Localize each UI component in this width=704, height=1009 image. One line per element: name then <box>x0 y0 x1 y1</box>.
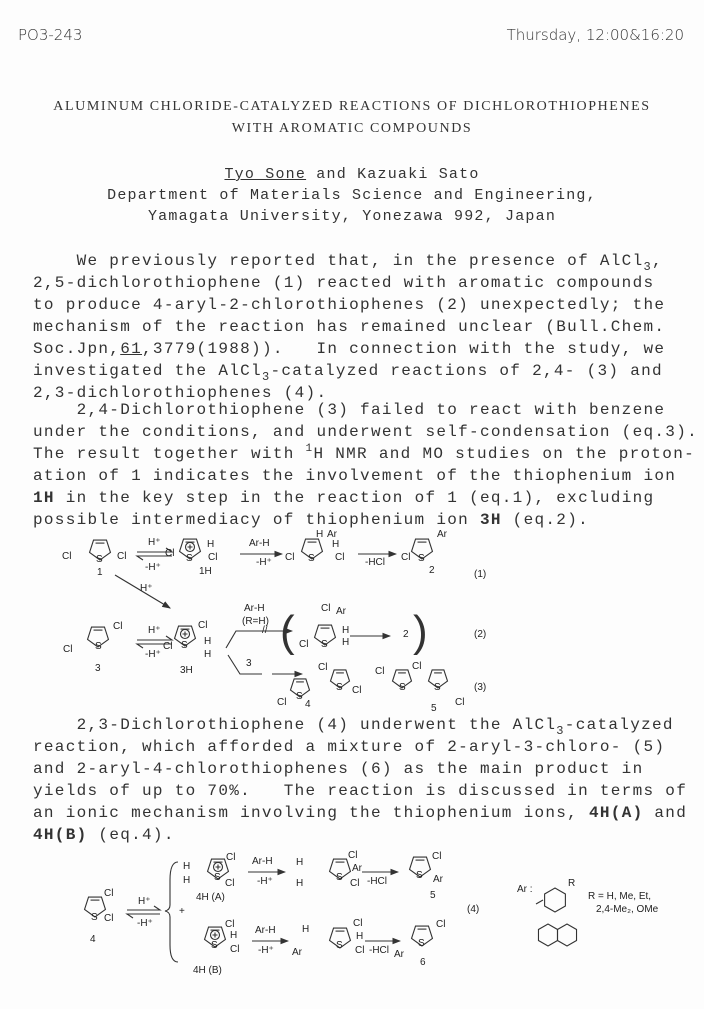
text-segment: (eq.2). <box>501 511 589 529</box>
scheme-label-s: S <box>296 691 303 702</box>
scheme-label-cl: Cl <box>318 662 328 673</box>
scheme-label-hatch: // <box>262 625 268 636</box>
scheme-2-group <box>85 857 577 962</box>
scheme-label-arh: Ar-H <box>255 925 276 936</box>
hexagon-ring <box>557 924 576 946</box>
scheme-label-s: S <box>186 553 193 564</box>
text-segment: and 2-aryl-4-chlorothiophenes (6) as the main product in <box>33 760 644 778</box>
scheme-label-cl: Cl <box>208 552 218 563</box>
scheme-label-n2: 2 <box>429 565 435 576</box>
scheme-label-cl: Cl <box>355 945 365 956</box>
scheme-label-mhplus: -H⁺ <box>145 562 161 573</box>
scheme-label-cl: Cl <box>62 551 72 562</box>
scheme-label-n3h: 3H <box>180 665 193 676</box>
scheme-label-cl: Cl <box>230 944 240 955</box>
scheme-label-cl: Cl <box>412 661 422 672</box>
scheme-label-cl: Cl <box>63 644 73 655</box>
hexagon-ring <box>545 888 566 912</box>
title-line-2: WITH AROMATIC COMPOUNDS <box>231 121 473 136</box>
scheme-label-s: S <box>399 682 406 693</box>
scheme-label-cl: Cl <box>225 878 235 889</box>
left-parenthesis: ( <box>280 607 295 656</box>
author-presenter: Tyo Sone <box>224 166 307 183</box>
text-segment: ,3779(1988)). In connection with the study, we <box>142 340 666 358</box>
scheme-label-h: H <box>296 857 304 868</box>
scheme-label-s: S <box>321 639 328 650</box>
scheme-label-cl: Cl <box>225 919 235 930</box>
scheme-label-cl: Cl <box>104 913 114 924</box>
scheme-label-cl: Cl <box>432 851 442 862</box>
scheme-label-cl: Cl <box>104 888 114 899</box>
scheme-label-arh: Ar-H <box>252 856 273 867</box>
subscript: 3 <box>261 370 271 384</box>
text-segment: in the key step in the reaction of 1 (eq.1), excluding <box>54 489 655 507</box>
scheme-label-ar: Ar <box>394 949 404 960</box>
hexagon-ring <box>538 924 557 946</box>
scheme-label-s: S <box>214 872 221 883</box>
scheme-label-n3: 3 <box>95 663 101 674</box>
scheme-label-s: S <box>336 682 343 693</box>
scheme-label-hplus: H⁺ <box>148 537 161 548</box>
session-time: Thursday, 12:00&16:20 <box>506 26 684 44</box>
scheme-label-s: S <box>181 640 188 651</box>
scheme-label-s: S <box>95 641 102 652</box>
scheme-label-mhplus: -H⁺ <box>258 945 274 956</box>
affiliation-line-1: Department of Materials Science and Engineering, <box>107 187 597 204</box>
text-segment: 2,3-dichlorothiophenes (4). <box>33 384 328 402</box>
scheme-label-cl: Cl <box>436 919 446 930</box>
scheme-label-ar: Ar <box>437 529 447 540</box>
text-segment: ation of 1 indicates the involvement of the thiophenium ion <box>33 467 677 485</box>
plus-sign <box>188 545 193 550</box>
scheme-label-cl: Cl <box>165 548 175 559</box>
text-segment: under the conditions, and underwent self-condensation (eq.3). <box>33 423 698 441</box>
scheme-label-n4hb: 4H (B) <box>193 965 222 976</box>
scheme-label-h: H <box>342 625 350 636</box>
scheme-label-arh: Ar-H <box>244 603 265 614</box>
scheme-label-n5: 5 <box>431 703 437 714</box>
scheme-label-s: S <box>308 553 315 564</box>
text-segment: (eq.4). <box>87 826 175 844</box>
author-second: Kazuaki Sato <box>357 166 480 183</box>
scheme-label-h: H <box>207 539 215 550</box>
text-segment: The result together with <box>33 445 306 463</box>
abstract-code: PO3-243 <box>18 26 83 44</box>
plus-sign <box>183 632 188 637</box>
scheme-label-h: H <box>342 637 350 648</box>
scheme-label-r-values2: 2,4-Me₂, OMe <box>596 904 659 915</box>
text-segment: 2,3-Dichlorothiophene (4) underwent the AlCl <box>33 716 557 734</box>
scheme-label-eq3: (3) <box>474 682 487 693</box>
scheme-label-mhplus: -H⁺ <box>137 918 153 929</box>
right-parenthesis: ) <box>413 607 428 656</box>
scheme-label-cl: Cl <box>198 620 208 631</box>
text-segment: 61 <box>120 340 143 358</box>
text-segment: We previously reported that, in the presence of AlCl <box>33 252 644 270</box>
text-segment: 3H <box>479 511 502 529</box>
scheme-label-h: H <box>230 930 238 941</box>
scheme-label-s: S <box>434 682 441 693</box>
text-segment: an ionic mechanism involving the thiophenium ions, <box>33 804 589 822</box>
scheme-label-hcl: -HCl <box>367 876 387 887</box>
text-segment: investigated the AlCl <box>33 362 262 380</box>
authors-and: and <box>306 166 358 183</box>
subscript: 3 <box>556 724 565 738</box>
scheme-label-cl: Cl <box>285 552 295 563</box>
scheme-label-n4: 4 <box>305 699 311 710</box>
scheme-label-h: H <box>204 649 212 660</box>
bond <box>536 900 543 904</box>
scheme-label-cl: Cl <box>352 685 362 696</box>
scheme-label-n3: 3 <box>246 658 252 669</box>
text-segment: and <box>643 804 688 822</box>
scheme-label-eq2: (2) <box>474 629 487 640</box>
scheme-label-n1h: 1H <box>199 566 212 577</box>
scheme-label-mhplus: -H⁺ <box>145 649 161 660</box>
scheme-label-plus: + <box>179 906 185 917</box>
scheme-label-arh: Ar-H <box>249 538 270 549</box>
scheme-label-s: S <box>418 938 425 949</box>
scheme-label-ar: Ar <box>433 874 443 885</box>
scheme-label-h: H <box>183 861 191 872</box>
scheme-label-ar: Ar <box>336 606 346 617</box>
scheme-label-ar: Ar <box>327 529 337 540</box>
text-segment: -catalyzed <box>564 716 674 734</box>
text-segment: , <box>652 252 663 270</box>
scheme-label-n4: 4 <box>90 934 96 945</box>
equilibrium-forward-arrow <box>137 636 172 640</box>
text-segment: 4H(B) <box>33 826 88 844</box>
text-segment: possible intermediacy of thiophenium ion <box>33 511 480 529</box>
scheme-label-mhplus: -H⁺ <box>257 876 273 887</box>
scheme-label-s: S <box>211 940 218 951</box>
scheme-label-h: H <box>204 636 212 647</box>
scheme-label-cl: Cl <box>321 603 331 614</box>
scheme-label-hplus: H⁺ <box>148 625 161 636</box>
text-segment: -catalyzed reactions of 2,4- (3) and <box>270 362 663 380</box>
scheme-label-s: S <box>96 554 103 565</box>
scheme-label-n6: 6 <box>420 957 426 968</box>
text-segment: 4H(A) <box>588 804 644 822</box>
scheme-label-cl: Cl <box>353 918 363 929</box>
text-segment: reaction, which afforded a mixture of 2-aryl-3-chloro- (5) <box>33 738 666 756</box>
scheme-label-s: S <box>336 940 343 951</box>
scheme-label-h: H <box>302 924 310 935</box>
scheme-label-h: H <box>183 875 191 886</box>
title-line-1: ALUMINUM CHLORIDE-CATALYZED REACTIONS OF DICHLOROTHIOPHENES <box>53 99 651 114</box>
scheme-label-cl: Cl <box>348 850 358 861</box>
scheme-label-s: S <box>418 553 425 564</box>
scheme-label-cl: Cl <box>375 666 385 677</box>
scheme-label-ar-legend: Ar : <box>517 884 533 895</box>
superscript: 1 <box>305 443 314 455</box>
scheme-label-cl: Cl <box>335 552 345 563</box>
scheme-label-cl: Cl <box>163 641 173 652</box>
scheme-label-h: H <box>316 529 324 540</box>
scheme-label-cl: Cl <box>117 551 127 562</box>
scheme-label-hplus: H⁺ <box>140 583 153 594</box>
scheme-label-hplus: H⁺ <box>138 896 151 907</box>
text-segment: 1H <box>33 489 55 507</box>
scheme-label-s: S <box>336 872 343 883</box>
scheme-label-rh: (R=H) <box>242 616 269 627</box>
scheme-label-cl: Cl <box>277 697 287 708</box>
scheme-label-cl: Cl <box>226 852 236 863</box>
scheme-label-hcl: -HCl <box>369 945 389 956</box>
scheme-label-eq4: (4) <box>467 904 480 915</box>
text-segment: to produce 4-aryl-2-chlorothiophenes (2) unexpectedly; the <box>33 296 666 314</box>
text-segment: yields of up to 70%. The reaction is discussed in terms of <box>33 782 688 800</box>
scheme-label-hcl: -HCl <box>365 557 385 568</box>
scheme-label-cl: Cl <box>299 639 309 650</box>
scheme-label-eq1: (1) <box>474 569 487 580</box>
scheme-label-mhplus: -H⁺ <box>256 557 272 568</box>
scheme-label-n5: 5 <box>430 890 436 901</box>
scheme-label-s: S <box>416 870 423 881</box>
text-segment: mechanism of the reaction has remained unclear (Bull.Chem. <box>33 318 666 336</box>
text-segment: H NMR and MO studies on the proton- <box>313 445 696 463</box>
scheme-label-r-values1: R = H, Me, Et, <box>588 891 652 902</box>
subscript: 3 <box>643 260 653 274</box>
scheme-label-n4ha: 4H (A) <box>196 892 225 903</box>
scheme-label-cl: Cl <box>455 697 465 708</box>
scheme-label-ar: Ar <box>292 947 302 958</box>
scheme-label-cl: Cl <box>350 878 360 889</box>
scheme-label-r: R <box>568 878 576 889</box>
affiliation-line-2: Yamagata University, Yonezawa 992, Japan <box>147 208 557 225</box>
scheme-label-h: H <box>356 931 364 942</box>
text-segment: 2,4-Dichlorothiophene (3) failed to react with benzene <box>33 401 666 419</box>
scheme-label-cl: Cl <box>401 552 411 563</box>
scheme-label-h: H <box>296 878 304 889</box>
plus-sign <box>216 865 221 870</box>
branch-line <box>228 655 262 674</box>
scheme-label-s: S <box>91 912 98 923</box>
scheme-label-ar: Ar <box>352 863 362 874</box>
scheme-label-h: H <box>332 539 340 550</box>
plus-sign <box>213 933 218 938</box>
scheme-label-n1: 1 <box>97 567 103 578</box>
scheme-label-cl: Cl <box>113 621 123 632</box>
scheme-label-n2: 2 <box>403 629 409 640</box>
text-segment: Soc.Jpn, <box>33 340 121 358</box>
text-segment: 2,5-dichlorothiophene (1) reacted with aromatic compounds <box>33 274 655 292</box>
brace <box>165 862 178 962</box>
